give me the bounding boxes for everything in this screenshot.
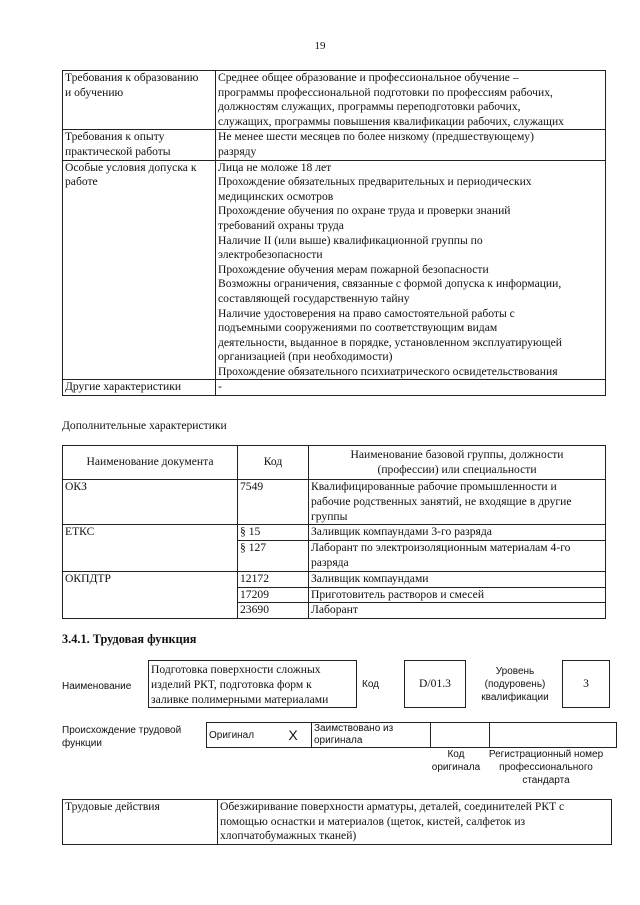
base-group-cell: Квалифицированные рабочие промышленности и рабочие родственных занятий, не входящие в другие группы xyxy=(309,480,606,525)
original-mark: X xyxy=(275,723,312,748)
requirement-label: Другие характеристики xyxy=(63,380,216,396)
function-name-box: Подготовка поверхности сложных изделий РКТ, подготовка форм к заливке полимерными материалами xyxy=(148,660,357,708)
base-group-cell: Приготовитель растворов и смесей xyxy=(309,587,606,603)
code-original-box xyxy=(431,723,490,748)
table-row xyxy=(63,480,606,525)
requirement-row xyxy=(63,71,606,130)
labor-actions-table xyxy=(62,799,612,845)
requirement-value: Лица не моложе 18 лет Прохождение обязательных предварительных и периодических медицинских осмотров Прохождение обучения по охране труда и проверки знаний требований охраны труда Наличие II (или выше) квалификационной группы по электробезопасности Прохождение обучения мерам пожарной безопасности Возможны ограничения, связанные с формой допуска к информации, составляющей государственную тайну Наличие удостоверения на право самостоятельной работы с подъемными сооружениями по соответствующим видам деятельности, выданное в порядке, установленном эксплуатирующей организацией (при необходимости) Прохождение обязательного психиатрического освидетельствования xyxy=(216,160,606,380)
original-label: Оригинал xyxy=(207,723,276,748)
requirement-row xyxy=(63,130,606,160)
additional-characteristics-title: Дополнительные характеристики xyxy=(62,419,227,432)
document-name-cell: ЕТКС xyxy=(63,525,238,571)
qualification-level-box: 3 xyxy=(562,660,610,708)
requirement-value: Не менее шести месяцев по более низкому (предшествующему) разряду xyxy=(216,130,606,160)
table-row xyxy=(63,571,606,587)
base-group-cell: Заливщик компаундами xyxy=(309,571,606,587)
qualification-level-label: Уровень (подуровень) квалификации xyxy=(481,666,549,703)
code-cell: 17209 xyxy=(238,587,309,603)
name-label: Наименование xyxy=(62,681,132,692)
code-label: Код xyxy=(362,679,380,690)
requirement-label: Особые условия допуска к работе xyxy=(63,160,216,380)
origin-table xyxy=(206,722,617,748)
borrowed-label: Заимствовано из оригинала xyxy=(312,723,431,748)
base-group-cell: Лаборант xyxy=(309,603,606,619)
code-cell: 23690 xyxy=(238,603,309,619)
requirement-row xyxy=(63,160,606,380)
labor-actions-content: Обезжиривание поверхности арматуры, деталей, соединителей РКТ с помощью оснастки и материалов (щеток, кистей, салфеток из хлопчатобумажных тканей) xyxy=(218,800,612,845)
base-group-cell: Заливщик компаундами 3-го разряда xyxy=(309,525,606,541)
code-cell: 7549 xyxy=(238,480,309,525)
requirements-table xyxy=(62,70,606,396)
origin-label: Происхождение трудовой функции xyxy=(62,725,182,749)
document-name-cell: ОКЗ xyxy=(63,480,238,525)
code-cell: § 15 xyxy=(238,525,309,541)
requirement-row xyxy=(63,380,606,396)
requirement-label: Требования к образованию и обучению xyxy=(63,71,216,130)
requirement-value: Среднее общее образование и профессиональное обучение – программы профессиональной подготовки по профессиям рабочих, должностям служащих, программы переподготовки рабочих, служащих, программы повышения квалификации рабочих, служащих xyxy=(216,71,606,130)
code-cell: 12172 xyxy=(238,571,309,587)
labor-actions-label: Трудовые действия xyxy=(63,800,218,845)
reg-number-label: Регистрационный номер профессионального стандарта xyxy=(488,749,604,786)
additional-characteristics-table xyxy=(62,445,606,619)
base-group-cell: Лаборант по электроизоляционным материалам 4-го разряда xyxy=(309,541,606,572)
code-original-label: Код оригинала xyxy=(431,749,481,773)
requirement-label: Требования к опыту практической работы xyxy=(63,130,216,160)
page-number: 19 xyxy=(314,40,326,52)
reg-number-box xyxy=(490,723,617,748)
header-code: Код xyxy=(238,446,309,480)
code-cell: § 127 xyxy=(238,541,309,572)
document-name-cell: ОКПДТР xyxy=(63,571,238,618)
header-base-group: Наименование базовой группы, должности (профессии) или специальности xyxy=(309,446,606,480)
function-code-box: D/01.3 xyxy=(404,660,466,708)
labor-function-heading: 3.4.1. Трудовая функция xyxy=(62,632,197,646)
table-row xyxy=(63,525,606,541)
requirement-value: - xyxy=(216,380,606,396)
header-document-name: Наименование документа xyxy=(63,446,238,480)
